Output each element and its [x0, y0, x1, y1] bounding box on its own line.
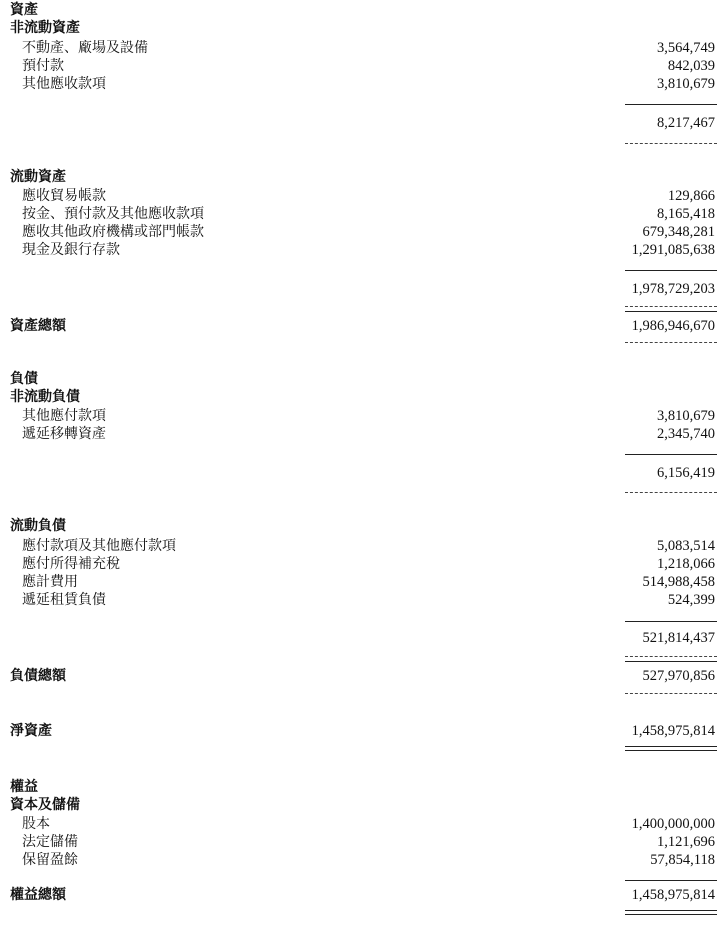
total-underline: [625, 693, 717, 694]
line-item-value: 3,564,749: [657, 40, 715, 56]
line-item-label: 應收其他政府機構或部門帳款: [22, 224, 204, 240]
line-item-label: 股本: [22, 816, 50, 832]
subtotal-underline: [625, 143, 717, 144]
line-item-label: 法定儲備: [22, 834, 78, 850]
line-item-value: 1,291,085,638: [631, 242, 715, 258]
subtotal-rule: [625, 104, 717, 105]
line-item-value: 2,345,740: [657, 426, 715, 442]
total-rule: [625, 661, 717, 662]
line-item-value: 1,400,000,000: [631, 816, 715, 832]
line-item-label: 應收貿易帳款: [22, 188, 106, 204]
total-equity-label: 權益總額: [10, 887, 66, 903]
subtotal-rule: [625, 454, 717, 455]
subtotal-underline: [625, 492, 717, 493]
noncurrent-liabilities-subtotal: 6,156,419: [657, 465, 715, 481]
line-item-label: 不動產、廠場及設備: [22, 40, 148, 56]
current-liabilities-heading: 流動負債: [10, 518, 66, 534]
line-item-label: 其他應收款項: [22, 76, 106, 92]
line-item-value: 1,218,066: [657, 556, 715, 572]
line-item-value: 129,866: [667, 188, 715, 204]
line-item-value: 8,165,418: [657, 206, 715, 222]
noncurrent-liabilities-heading: 非流動負債: [10, 389, 80, 405]
subtotal-rule: [625, 270, 717, 271]
line-item-value: 1,121,696: [657, 834, 715, 850]
line-item-label: 應付所得補充稅: [22, 556, 120, 572]
line-item-label: 應計費用: [22, 574, 78, 590]
subtotal-rule: [625, 621, 717, 622]
total-assets-value: 1,986,946,670: [631, 318, 715, 334]
subtotal-underline: [625, 306, 717, 307]
line-item-label: 現金及銀行存款: [22, 242, 120, 258]
line-item-label: 其他應付款項: [22, 408, 106, 424]
total-rule: [625, 880, 717, 881]
assets-heading: 資產: [10, 2, 38, 18]
total-rule: [625, 311, 717, 312]
current-assets-subtotal: 1,978,729,203: [631, 281, 715, 297]
total-liabilities-label: 負債總額: [10, 668, 66, 684]
equity-heading: 權益: [10, 779, 38, 795]
noncurrent-assets-heading: 非流動資產: [10, 20, 80, 36]
line-item-label: 遞延移轉資產: [22, 426, 106, 442]
line-item-value: 57,854,118: [650, 852, 715, 868]
line-item-value: 524,399: [667, 592, 715, 608]
current-assets-heading: 流動資產: [10, 169, 66, 185]
line-item-label: 應付款項及其他應付款項: [22, 538, 176, 554]
double-underline: [625, 910, 717, 915]
total-assets-label: 資產總額: [10, 318, 66, 334]
net-assets-value: 1,458,975,814: [631, 723, 715, 739]
line-item-label: 遞延租賃負債: [22, 592, 106, 608]
noncurrent-assets-subtotal: 8,217,467: [657, 115, 715, 131]
line-item-value: 5,083,514: [657, 538, 715, 554]
line-item-value: 514,988,458: [642, 574, 715, 590]
line-item-value: 3,810,679: [657, 408, 715, 424]
total-liabilities-value: 527,970,856: [642, 668, 715, 684]
line-item-value: 3,810,679: [657, 76, 715, 92]
line-item-label: 預付款: [22, 58, 64, 74]
total-equity-value: 1,458,975,814: [631, 887, 715, 903]
liabilities-heading: 負債: [10, 371, 38, 387]
net-assets-label: 淨資產: [10, 723, 52, 739]
line-item-label: 按金、預付款及其他應收款項: [22, 206, 204, 222]
line-item-value: 679,348,281: [642, 224, 715, 240]
current-liabilities-subtotal: 521,814,437: [642, 630, 715, 646]
line-item-value: 842,039: [667, 58, 715, 74]
line-item-label: 保留盈餘: [22, 852, 78, 868]
subtotal-underline: [625, 656, 717, 657]
total-underline: [625, 342, 717, 343]
double-underline: [625, 746, 717, 751]
capital-reserves-heading: 資本及儲備: [10, 797, 80, 813]
